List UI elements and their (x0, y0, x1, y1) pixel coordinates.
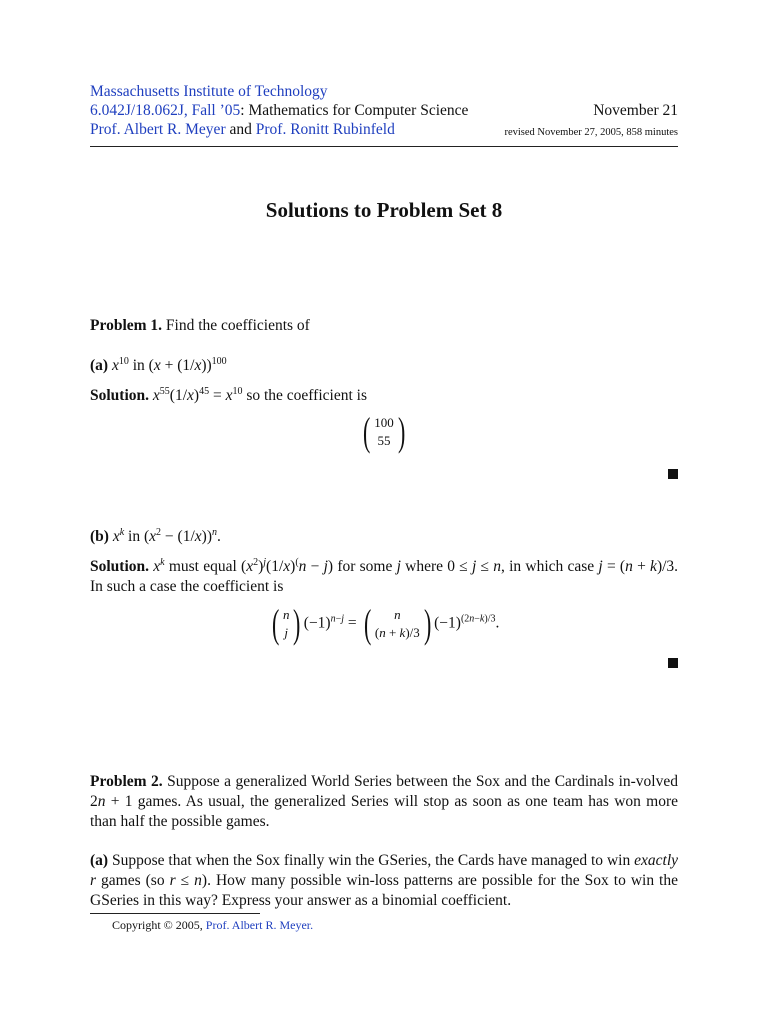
header-and: and (225, 121, 256, 138)
solution-1a: Solution. $x^{55}(1/x)^{45} = x^{10}$ so the coefficient is (90, 386, 367, 404)
author-link[interactable]: Prof. Albert R. Meyer. (205, 918, 314, 932)
copyright-footer: Copyright © 2005, Prof. Albert R. Meyer. (112, 918, 314, 932)
solution-1b: Solution. $x^k$ must equal $(x^2)^j(1/x)^(n - j$) for some j where 0 ≤ j ≤ n, in which case j = (n + k)/3. In such a case the coefficient is (90, 557, 679, 595)
prof-meyer-link[interactable]: Prof. Albert R. Meyer (90, 121, 226, 138)
problem-1a: (a) $x^{10}$ in $(x + (1/x))^{100}$ (90, 356, 227, 374)
problem-2a: (a) Suppose that when the Sox finally win the GSeries, the Cards have managed to win exactly r games (so r ≤ n). How many possible win-loss patterns are possible for the Sox to win the GSeries in this way? Express your answer as a binomial coefficient. (90, 852, 679, 909)
problem-1b: (b) $x^k$ in $(x^2 - (1/x))^n$. (90, 527, 221, 545)
coefficient-equation: ( n j ) $(-1)^{n-j}$ = ( n (n + k)/3 ) $(-1)^{(2n-k)/3}$. (271, 601, 500, 646)
qed-square (668, 658, 678, 668)
binomial-100-55: ( 100 55 ) (362, 409, 406, 454)
document-page (90, 0, 678, 1024)
footnote-rule (90, 913, 260, 914)
institution-link[interactable]: Massachusetts Institute of Technology (90, 83, 328, 100)
problem-1-label: Problem 1. (90, 317, 163, 334)
header-rule (90, 146, 678, 147)
problem-1-statement: Problem 1. Find the coefficients of (90, 317, 310, 334)
qed-square (668, 469, 678, 479)
prof-rubinfeld-link[interactable]: Prof. Ronitt Rubinfeld (255, 121, 395, 138)
course-title: : Mathematics for Computer Science (240, 102, 469, 119)
course-number-link[interactable]: 6.042J/18.062J, Fall ’05 (90, 102, 241, 119)
problem-2-label: Problem 2. (90, 773, 163, 790)
header-date: November 21 (593, 102, 678, 119)
page-title: Solutions to Problem Set 8 (265, 198, 503, 222)
page-header (90, 82, 678, 139)
problem-2-statement: Problem 2. Suppose a generalized World Series between the Sox and the Cardinals in-volved 2n + 1 games. As usual, the generalized Series will stop as soon as one team has won more than half the possible games. (90, 773, 679, 830)
revised-note: revised November 27, 2005, 858 minutes (504, 127, 678, 138)
